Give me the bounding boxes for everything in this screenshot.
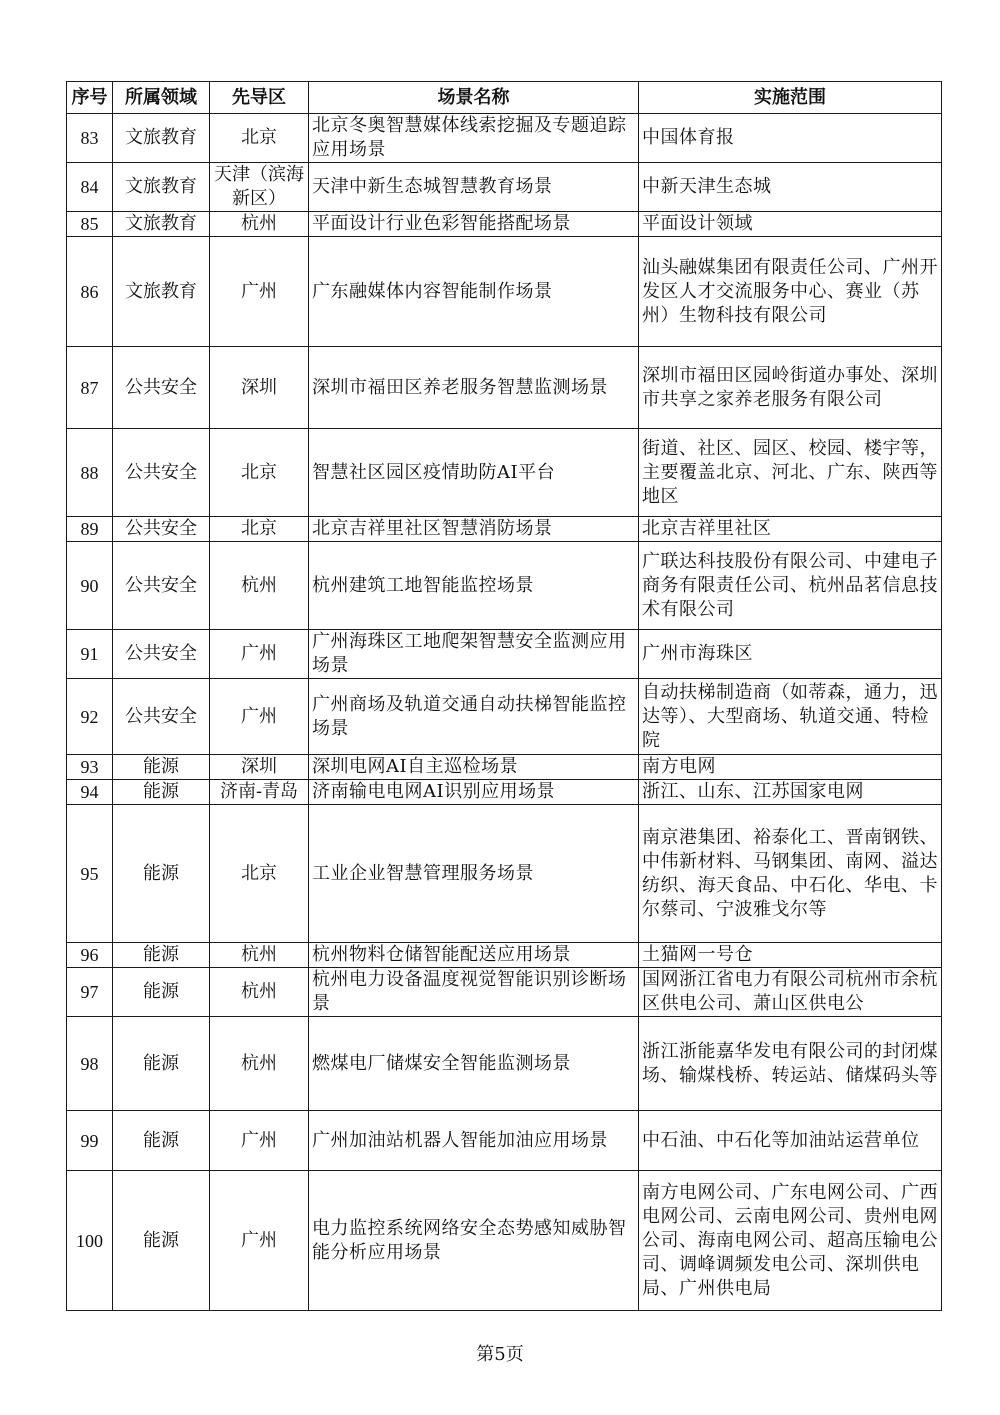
cell-no: 95 bbox=[67, 805, 113, 943]
cell-name: 杭州建筑工地智能监控场景 bbox=[309, 542, 639, 630]
cell-name: 智慧社区园区疫情助防AI平台 bbox=[309, 429, 639, 517]
table-row bbox=[67, 1111, 942, 1171]
cell-scope: 中新天津生态城 bbox=[639, 163, 942, 212]
cell-field: 能源 bbox=[113, 1171, 210, 1311]
cell-scope: 中石油、中石化等加油站运营单位 bbox=[639, 1111, 942, 1171]
cell-field: 能源 bbox=[113, 755, 210, 780]
cell-name: 广州海珠区工地爬架智慧安全监测应用场景 bbox=[309, 630, 639, 679]
cell-field: 文旅教育 bbox=[113, 237, 210, 347]
cell-field: 文旅教育 bbox=[113, 212, 210, 237]
cell-name: 北京冬奥智慧媒体线索挖掘及专题追踪应用场景 bbox=[309, 114, 639, 163]
cell-field: 公共安全 bbox=[113, 347, 210, 429]
header-no: 序号 bbox=[67, 82, 113, 114]
cell-zone: 杭州 bbox=[210, 943, 309, 968]
cell-scope: 南方电网 bbox=[639, 755, 942, 780]
cell-field: 公共安全 bbox=[113, 429, 210, 517]
cell-zone: 杭州 bbox=[210, 542, 309, 630]
table-row bbox=[67, 163, 942, 212]
cell-zone: 广州 bbox=[210, 679, 309, 755]
table-row bbox=[67, 1171, 942, 1311]
cell-no: 86 bbox=[67, 237, 113, 347]
cell-name: 广州商场及轨道交通自动扶梯智能监控场景 bbox=[309, 679, 639, 755]
cell-zone: 北京 bbox=[210, 517, 309, 542]
cell-field: 文旅教育 bbox=[113, 114, 210, 163]
table-row bbox=[67, 114, 942, 163]
cell-name: 工业企业智慧管理服务场景 bbox=[309, 805, 639, 943]
cell-scope: 北京吉祥里社区 bbox=[639, 517, 942, 542]
scenario-table bbox=[66, 81, 942, 1311]
cell-field: 能源 bbox=[113, 943, 210, 968]
page-number: 第5页 bbox=[476, 1344, 524, 1365]
table-row bbox=[67, 347, 942, 429]
table-row bbox=[67, 237, 942, 347]
cell-zone: 天津（滨海新区） bbox=[210, 163, 309, 212]
table-row bbox=[67, 755, 942, 780]
cell-field: 公共安全 bbox=[113, 630, 210, 679]
cell-scope: 广联达科技股份有限公司、中建电子商务有限责任公司、杭州品茗信息技术有限公司 bbox=[639, 542, 942, 630]
cell-scope: 浙江浙能嘉华发电有限公司的封闭煤场、输煤栈桥、转运站、储煤码头等 bbox=[639, 1017, 942, 1111]
table-row bbox=[67, 212, 942, 237]
cell-zone: 深圳 bbox=[210, 755, 309, 780]
cell-scope: 南方电网公司、广东电网公司、广西电网公司、云南电网公司、贵州电网公司、海南电网公司、超高压输电公司、调峰调频发电公司、深圳供电局、广州供电局 bbox=[639, 1171, 942, 1311]
cell-no: 89 bbox=[67, 517, 113, 542]
table-row bbox=[67, 943, 942, 968]
cell-no: 83 bbox=[67, 114, 113, 163]
table-row bbox=[67, 542, 942, 630]
cell-name: 电力监控系统网络安全态势感知威胁智能分析应用场景 bbox=[309, 1171, 639, 1311]
table-row bbox=[67, 679, 942, 755]
table-row bbox=[67, 780, 942, 805]
cell-zone: 广州 bbox=[210, 1171, 309, 1311]
cell-zone: 深圳 bbox=[210, 347, 309, 429]
cell-field: 能源 bbox=[113, 968, 210, 1017]
table-row bbox=[67, 630, 942, 679]
cell-zone: 北京 bbox=[210, 805, 309, 943]
cell-name: 杭州电力设备温度视觉智能识别诊断场景 bbox=[309, 968, 639, 1017]
table-row bbox=[67, 517, 942, 542]
cell-zone: 杭州 bbox=[210, 968, 309, 1017]
cell-scope: 南京港集团、裕泰化工、晋南钢铁、中伟新材料、马钢集团、南网、溢达纺织、海天食品、中石化、华电、卡尔蔡司、宁波雅戈尔等 bbox=[639, 805, 942, 943]
cell-name: 深圳电网AI自主巡检场景 bbox=[309, 755, 639, 780]
cell-name: 深圳市福田区养老服务智慧监测场景 bbox=[309, 347, 639, 429]
cell-scope: 深圳市福田区园岭街道办事处、深圳市共享之家养老服务有限公司 bbox=[639, 347, 942, 429]
cell-no: 85 bbox=[67, 212, 113, 237]
cell-no: 98 bbox=[67, 1017, 113, 1111]
cell-scope: 平面设计领域 bbox=[639, 212, 942, 237]
cell-field: 能源 bbox=[113, 1017, 210, 1111]
cell-field: 能源 bbox=[113, 1111, 210, 1171]
cell-no: 94 bbox=[67, 780, 113, 805]
cell-no: 92 bbox=[67, 679, 113, 755]
cell-name: 平面设计行业色彩智能搭配场景 bbox=[309, 212, 639, 237]
cell-no: 96 bbox=[67, 943, 113, 968]
cell-scope: 自动扶梯制造商（如蒂森，通力，迅达等）、大型商场、轨道交通、特检院 bbox=[639, 679, 942, 755]
cell-zone: 广州 bbox=[210, 237, 309, 347]
cell-field: 文旅教育 bbox=[113, 163, 210, 212]
cell-zone: 北京 bbox=[210, 429, 309, 517]
cell-zone: 济南-青岛 bbox=[210, 780, 309, 805]
cell-scope: 街道、社区、园区、校园、楼宇等，主要覆盖北京、河北、广东、陕西等地区 bbox=[639, 429, 942, 517]
cell-scope: 土猫网一号仓 bbox=[639, 943, 942, 968]
table-header-row bbox=[67, 82, 942, 114]
cell-field: 公共安全 bbox=[113, 517, 210, 542]
header-scope: 实施范围 bbox=[639, 82, 942, 114]
cell-scope: 广州市海珠区 bbox=[639, 630, 942, 679]
header-name: 场景名称 bbox=[309, 82, 639, 114]
cell-no: 90 bbox=[67, 542, 113, 630]
cell-zone: 广州 bbox=[210, 630, 309, 679]
cell-no: 97 bbox=[67, 968, 113, 1017]
cell-name: 济南输电电网AI识别应用场景 bbox=[309, 780, 639, 805]
cell-name: 广东融媒体内容智能制作场景 bbox=[309, 237, 639, 347]
cell-scope: 浙江、山东、江苏国家电网 bbox=[639, 780, 942, 805]
cell-name: 北京吉祥里社区智慧消防场景 bbox=[309, 517, 639, 542]
cell-no: 91 bbox=[67, 630, 113, 679]
cell-field: 能源 bbox=[113, 805, 210, 943]
cell-zone: 杭州 bbox=[210, 212, 309, 237]
table-row bbox=[67, 968, 942, 1017]
cell-zone: 北京 bbox=[210, 114, 309, 163]
cell-field: 公共安全 bbox=[113, 679, 210, 755]
cell-scope: 汕头融媒集团有限责任公司、广州开发区人才交流服务中心、赛业（苏州）生物科技有限公司 bbox=[639, 237, 942, 347]
cell-no: 88 bbox=[67, 429, 113, 517]
table-row bbox=[67, 429, 942, 517]
cell-scope: 中国体育报 bbox=[639, 114, 942, 163]
table-row bbox=[67, 805, 942, 943]
cell-no: 93 bbox=[67, 755, 113, 780]
table-body bbox=[67, 114, 942, 1311]
cell-zone: 杭州 bbox=[210, 1017, 309, 1111]
cell-no: 87 bbox=[67, 347, 113, 429]
cell-scope: 国网浙江省电力有限公司杭州市余杭区供电公司、萧山区供电公 bbox=[639, 968, 942, 1017]
header-zone: 先导区 bbox=[210, 82, 309, 114]
cell-no: 100 bbox=[67, 1171, 113, 1311]
cell-name: 广州加油站机器人智能加油应用场景 bbox=[309, 1111, 639, 1171]
header-field: 所属领域 bbox=[113, 82, 210, 114]
cell-no: 84 bbox=[67, 163, 113, 212]
cell-name: 杭州物料仓储智能配送应用场景 bbox=[309, 943, 639, 968]
table-row bbox=[67, 1017, 942, 1111]
cell-field: 能源 bbox=[113, 780, 210, 805]
cell-name: 天津中新生态城智慧教育场景 bbox=[309, 163, 639, 212]
cell-no: 99 bbox=[67, 1111, 113, 1171]
cell-name: 燃煤电厂储煤安全智能监测场景 bbox=[309, 1017, 639, 1111]
cell-field: 公共安全 bbox=[113, 542, 210, 630]
cell-zone: 广州 bbox=[210, 1111, 309, 1171]
